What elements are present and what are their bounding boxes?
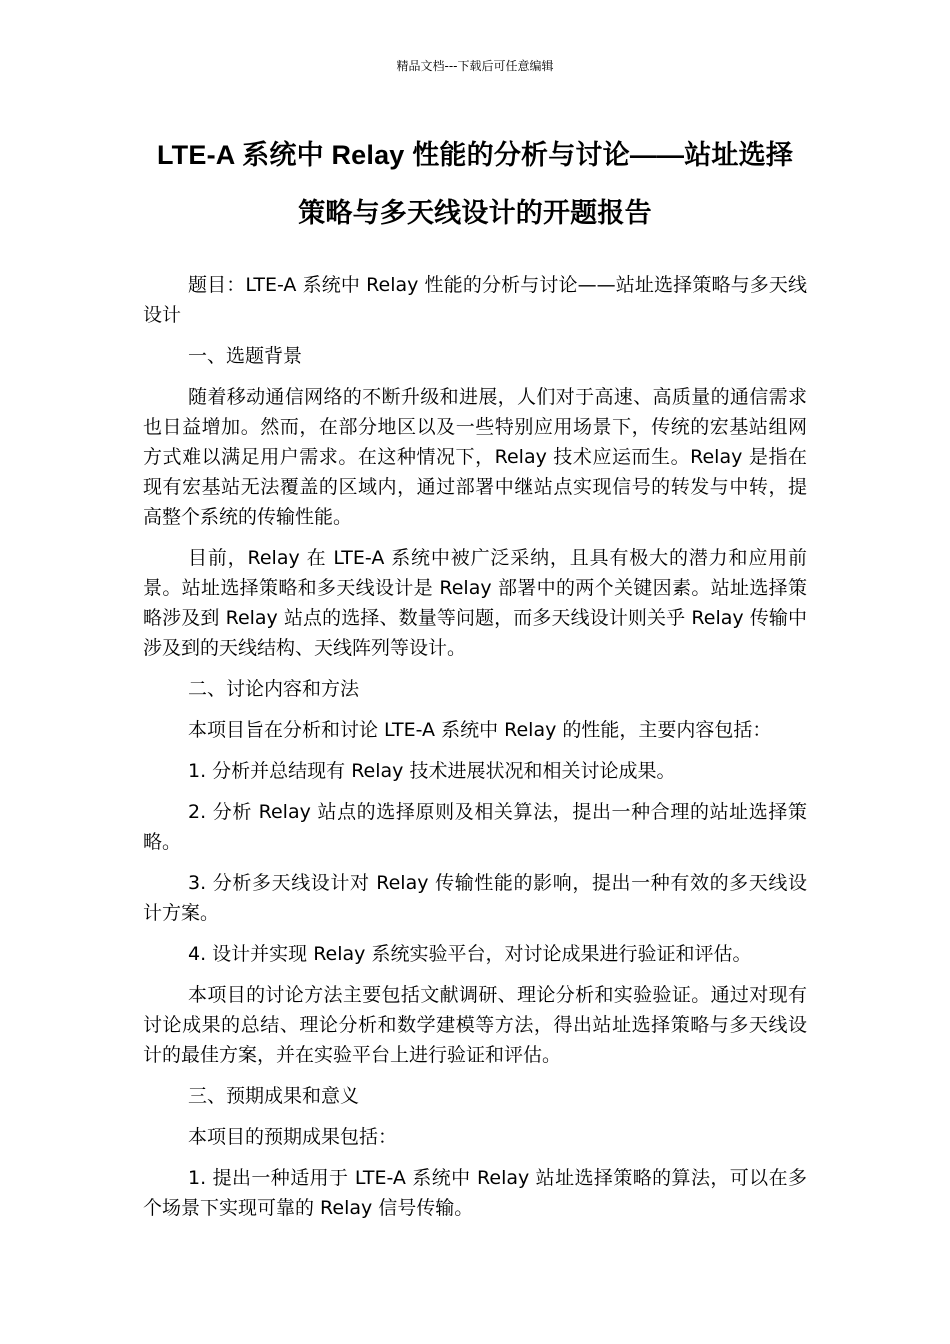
header-note: 精品文档---下载后可任意编辑 <box>396 59 554 73</box>
document-title <box>110 126 840 242</box>
document-body <box>143 270 807 1234</box>
expected-result-item-1: 1. 提出一种适用于 LTE-A 系统中 Relay 站址选择策略的算法，可以在多个场景下实现可靠的 Relay 信号传输。 <box>143 1167 807 1219</box>
methods-paragraph: 本项目的讨论方法主要包括文献调研、理论分析和实验验证。通过对现有讨论成果的总结、理论分析和数学建模等方法，得出站址选择策略与多天线设计的最佳方案，并在实验平台上进行验证和评估。 <box>143 984 807 1066</box>
content-item-2: 2. 分析 Relay 站点的选择原则及相关算法，提出一种合理的站址选择策略。 <box>143 801 807 853</box>
content-intro-paragraph: 本项目旨在分析和讨论 LTE-A 系统中 Relay 的性能，主要内容包括： <box>188 719 772 741</box>
section-heading-content-methods: 二、讨论内容和方法 <box>188 678 360 700</box>
title-line-1: LTE-A 系统中 Relay 性能的分析与讨论——站址选择 <box>156 140 794 170</box>
title-line-2: 策略与多天线设计的开题报告 <box>298 198 652 228</box>
section-heading-expected-results: 三、预期成果和意义 <box>188 1085 360 1107</box>
expected-results-intro: 本项目的预期成果包括： <box>188 1126 398 1148</box>
content-item-1: 1. 分析并总结现有 Relay 技术进展状况和相关讨论成果。 <box>188 760 676 782</box>
background-paragraph-2: 目前，Relay 在 LTE-A 系统中被广泛采纳，且具有极大的潜力和应用前景。站址选择策略和多天线设计是 Relay 部署中的两个关键因素。站址选择策略涉及到 Relay 站点的选择、数量等问题，而多天线设计则关乎 Relay 传输中涉及到的天线结构、天线阵列等设计。 <box>143 547 807 659</box>
content-item-3: 3. 分析多天线设计对 Relay 传输性能的影响，提出一种有效的多天线设计方案。 <box>143 872 807 924</box>
topic-paragraph: 题目：LTE-A 系统中 Relay 性能的分析与讨论——站址选择策略与多天线设计 <box>143 274 807 326</box>
section-heading-background: 一、选题背景 <box>188 345 303 367</box>
background-paragraph-1: 随着移动通信网络的不断升级和进展，人们对于高速、高质量的通信需求也日益增加。然而，在部分地区以及一些特别应用场景下，传统的宏基站组网方式难以满足用户需求。在这种情况下，Relay 技术应运而生。Relay 是指在现有宏基站无法覆盖的区域内，通过部署中继站点实现信号的转发与中转，提高整个系统的传输性能。 <box>143 386 807 528</box>
content-item-4: 4. 设计并实现 Relay 系统实验平台，对讨论成果进行验证和评估。 <box>188 943 752 965</box>
